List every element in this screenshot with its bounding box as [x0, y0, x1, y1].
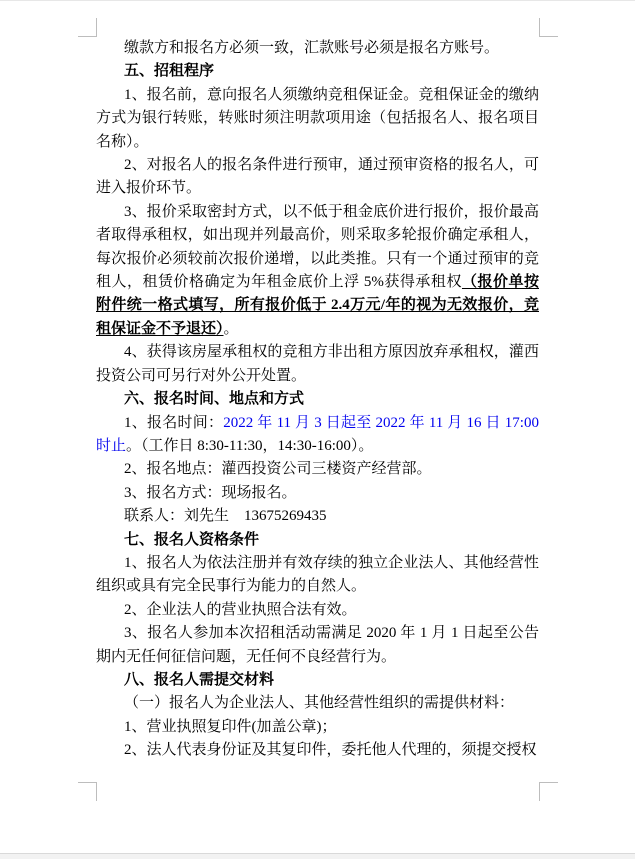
section-heading [96, 388, 539, 411]
text-run: 2、法人代表身份证及其复印件，委托他人代理的，须提交授权 [124, 742, 537, 759]
text-run: 八、报名人需提交材料 [124, 671, 275, 688]
document-content [96, 37, 543, 763]
paragraph [96, 482, 539, 505]
paragraph [96, 599, 539, 622]
text-boundary-mark-bottom-right [539, 782, 558, 801]
text-run: 联系人：刘先生 13675269435 [124, 508, 327, 525]
section-heading [96, 669, 539, 692]
page-edge-gap [0, 853, 635, 859]
paragraph [96, 739, 539, 762]
paragraph [96, 341, 539, 388]
paragraph [96, 458, 539, 481]
text-run: 。 [223, 320, 239, 337]
paragraph [96, 692, 539, 715]
text-run: 3、报价采取密封方式，以不低于租金底价进行报价，报价最高者取得承租权，如出现并列最高价，则采取多轮报价确定承租人，每次报价必须较前次报价递增，以此类推。只有一个通过预审的竞租人，租赁价格确定为年租金底价上浮 5%获得承租权 [96, 203, 539, 291]
paragraph [96, 37, 539, 60]
paragraph [96, 412, 543, 459]
text-run: 3、报名人参加本次招租活动需满足 2020 年 1 月 1 日起至公告期内无任何征信问题，无任何不良经营行为。 [96, 625, 539, 665]
text-run: 1、报名时间： [124, 414, 224, 431]
text-run: 1、报名人为依法注册并有效存续的独立企业法人、其他经营性组织或具有完全民事行为能力的自然人。 [96, 554, 539, 595]
text-run: 。（工作日 8:30-11:30，14:30-16:00）。 [126, 437, 374, 454]
text-run: 缴款方和报名方必须一致，汇款账号必须是报名方账号。 [124, 40, 500, 56]
text-run: （一）报名人为企业法人、其他经营性组织的需提供材料： [124, 695, 515, 712]
paragraph [96, 84, 539, 154]
text-boundary-mark-top-left [78, 18, 97, 37]
text-run: 1、报名前，意向报名人须缴纳竞租保证金。竞租保证金的缴纳方式为银行转账，转账时须注明款项用途（包括报名人、报名项目名称）。 [96, 86, 539, 150]
text-run: 2、报名地点：灌西投资公司三楼资产经营部。 [124, 461, 432, 478]
text-boundary-mark-top-right [539, 18, 558, 37]
text-run: 五、招租程序 [124, 63, 215, 80]
text-run: 2、对报名人的报名条件进行预审，通过预审资格的报名人，可进入报价环节。 [96, 157, 539, 197]
text-run: 六、报名时间、地点和方式 [124, 391, 305, 408]
paragraph [96, 154, 539, 201]
date-highlight-text: 2022 年 11 月 3 日起至 2022 年 11 月 16 日 17:00 时止 [96, 414, 543, 454]
text-run: 2、企业法人的营业执照合法有效。 [124, 601, 357, 618]
emphasized-underlined-text: （报价单按附件统一格式填写，所有报价低于 2.4万元/年的视为无效报价，竞租保证金不予退还） [96, 274, 539, 337]
paragraph [96, 505, 539, 528]
text-run: 4、获得该房屋承租权的竞租方非出租方原因放弃承租权，灌西投资公司可另行对外公开处置。 [96, 344, 539, 384]
section-heading [96, 529, 539, 552]
paragraph [96, 622, 539, 669]
paragraph [96, 716, 539, 739]
section-heading [96, 60, 539, 83]
text-boundary-mark-bottom-left [78, 782, 97, 801]
text-run: 七、报名人资格条件 [124, 531, 260, 548]
text-run: 3、报名方式：现场报名。 [124, 484, 297, 501]
text-run: 1、营业执照复印件(加盖公章)； [124, 718, 337, 735]
paragraph [96, 552, 539, 599]
paragraph [96, 201, 539, 341]
